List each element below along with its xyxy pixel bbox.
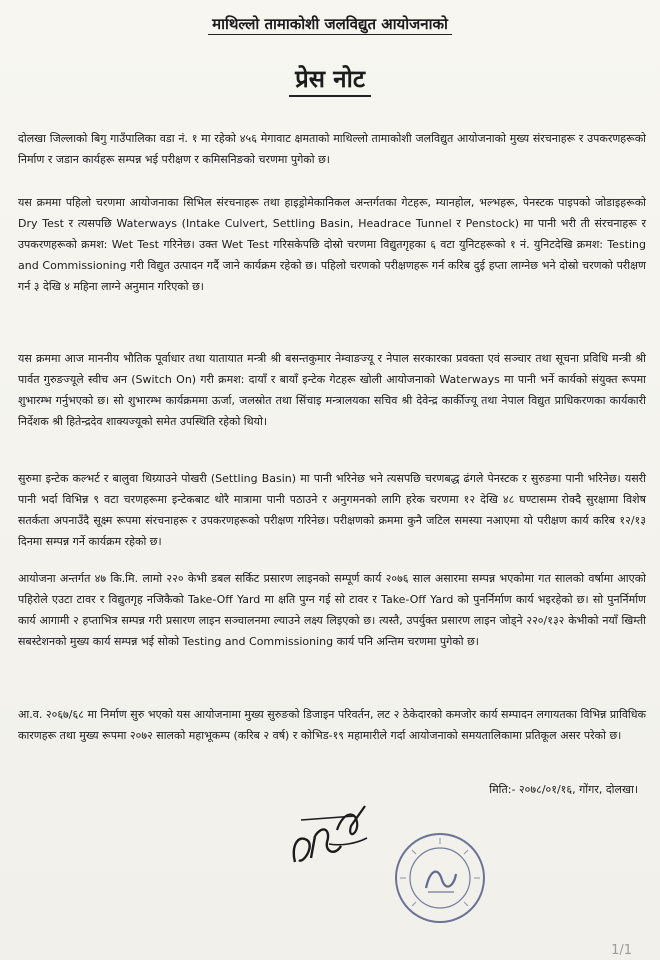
seal-icon (392, 830, 488, 926)
organization-title-text: माथिल्लो तामाकोशी जलविद्युत आयोजनाको (208, 15, 452, 35)
document-title (0, 62, 660, 95)
date-line: मिति:- २०७८/०१/१६, गोंगर, दोलखा। (489, 783, 638, 796)
paragraph-3: यस क्रममा आज माननीय भौतिक पूर्वाधार तथा यातायात मन्त्री श्री बसन्तकुमार नेम्वाङज्यू र नेपाल सरकारका प्रवक्ता एवं सञ्चार तथा सूचना प्रविधि मन्त्री श्री पार्वत गुरुङज्यूले स्वीच अन (Switch On) गरी क्रमश: दायाँ र बायाँ इन्टेक गेटहरू खोली आयोजनाको Waterways मा पानी भर्ने कार्यको संयुक्त रूपमा शुभारम्भ गर्नुभएको छ। सो शुभारम्भ कार्यक्रममा ऊर्जा, जलस्रोत तथा सिंचाइ मन्त्रालयका सचिव श्री देवेन्द्र कार्कीज्यू तथा नेपाल विद्युत प्राधिकरणका कार्यकारी निर्देशक श्री हितेन्द्रदेव शाक्यज्यूको समेत उपस्थिति रहेको थियो। (18, 352, 646, 428)
paragraph-1: दोलखा जिल्लाको बिगु गाउँपालिका वडा नं. १ मा रहेको ४५६ मेगावाट क्षमताको माथिल्लो तामाकोशी जलविद्युत आयोजनाको मुख्य संरचनाहरू र उपकरणहरूको निर्माण र जडान कार्यहरू सम्पन्न भई परीक्षण र कमिसनिङको चरणमा पुगेको छ। (18, 132, 646, 166)
page-number: 1/1 (611, 943, 632, 958)
signature-icon (285, 800, 375, 880)
paragraph-4: सुरुमा इन्टेक कल्भर्ट र बालुवा थिग्र्याउने पोखरी (Settling Basin) मा पानी भरिनेछ भने त्यसपछि चरणबद्ध ढंगले पेनस्टक र सुरुङमा पानी भरिनेछ। यसरी पानी भर्दा विभिन्न ९ वटा चरणहरूमा इन्टेकबाट थोरै मात्रामा पानी पठाउने र अनुगमनको लागि हरेक चरणमा १२ देखि ४८ घण्टासम्म रोक्दै सुरक्षामा विशेष सतर्कता अपनाउँदै सूक्ष्म रूपमा संरचनाहरू र उपकरणहरूको परीक्षण गरिनेछ। परीक्षणको क्रममा कुनै जटिल समस्या नआएमा यो परीक्षण कार्य करिब १२/१३ दिनमा सम्पन्न गर्ने कार्यक्रम रहेको छ। (18, 472, 646, 548)
paragraph-6: आ.व. २०६७/६८ मा निर्माण सुरु भएको यस आयोजनामा मुख्य सुरुङको डिजाइन परिवर्तन, लट २ ठेकेदारको कमजोर कार्य सम्पादन लगायतका विभिन्न प्राविधिक कारणहरू तथा मुख्य रूपमा २०७२ सालको महाभूकम्प (करिब २ वर्ष) र कोभिड-१९ महामारीले गर्दा आयोजनाको समयतालिकामा प्रतिकूल असर परेको छ। (18, 708, 646, 742)
paragraph-5: आयोजना अन्तर्गत ४७ कि.मि. लामो २२० केभी डबल सर्किट प्रसारण लाइनको सम्पूर्ण कार्य २०७६ साल असारमा सम्पन्न भएकोमा गत सालको वर्षामा आएको पहिरोले एउटा टावर र विद्युतगृह नजिकैको Take-Off Yard मा क्षति पुग्न गई सो टावर र Take-Off Yard को पुनर्निर्माण कार्य भइरहेको छ। सो पुनर्निर्माण कार्य आगामी २ हप्ताभित्र सम्पन्न गरी प्रसारण लाइन सञ्चालनमा ल्याउने लक्ष्य लिइएको छ। त्यस्तै, उपर्युक्त प्रसारण लाइन जोड्ने २२०/१३२ केभीको नयाँ खिम्ती सबस्टेशनको मुख्य कार्य सम्पन्न भई सोको Testing and Commissioning कार्य पनि अन्तिम चरणमा पुगेको छ। (18, 572, 646, 648)
paragraph-2: यस क्रममा पहिलो चरणमा आयोजनाका सिभिल संरचनाहरू तथा हाइड्रोमेकानिकल अन्तर्गतका गेटहरू, म्यानहोल, भल्भहरू, पेनस्टक पाइपको जोडाइहरूको Dry Test र त्यसपछि Waterways (Intake Culvert, Settling Basin, Headrace Tunnel र Penstock) मा पानी भरी ती संरचनाहरू र उपकरणहरूको क्रमश: Wet Test गरिनेछ। उक्त Wet Test गरिसकेपछि दोस्रो चरणमा विद्युतगृहका ६ वटा युनिटहरूको १ नं. युनिटदेखि क्रमश: Testing and Commissioning गरी विद्युत उत्पादन गर्दै जाने कार्यक्रम रहेको छ। पहिलो चरणको परीक्षणहरू गर्न करिब दुई हप्ता लाग्नेछ भने दोस्रो चरणको परीक्षण गर्न ३ देखि ४ महिना लाग्ने अनुमान गरिएको छ। (18, 196, 646, 293)
organization-title (0, 14, 660, 34)
document-title-text: प्रेस नोट (289, 65, 371, 97)
